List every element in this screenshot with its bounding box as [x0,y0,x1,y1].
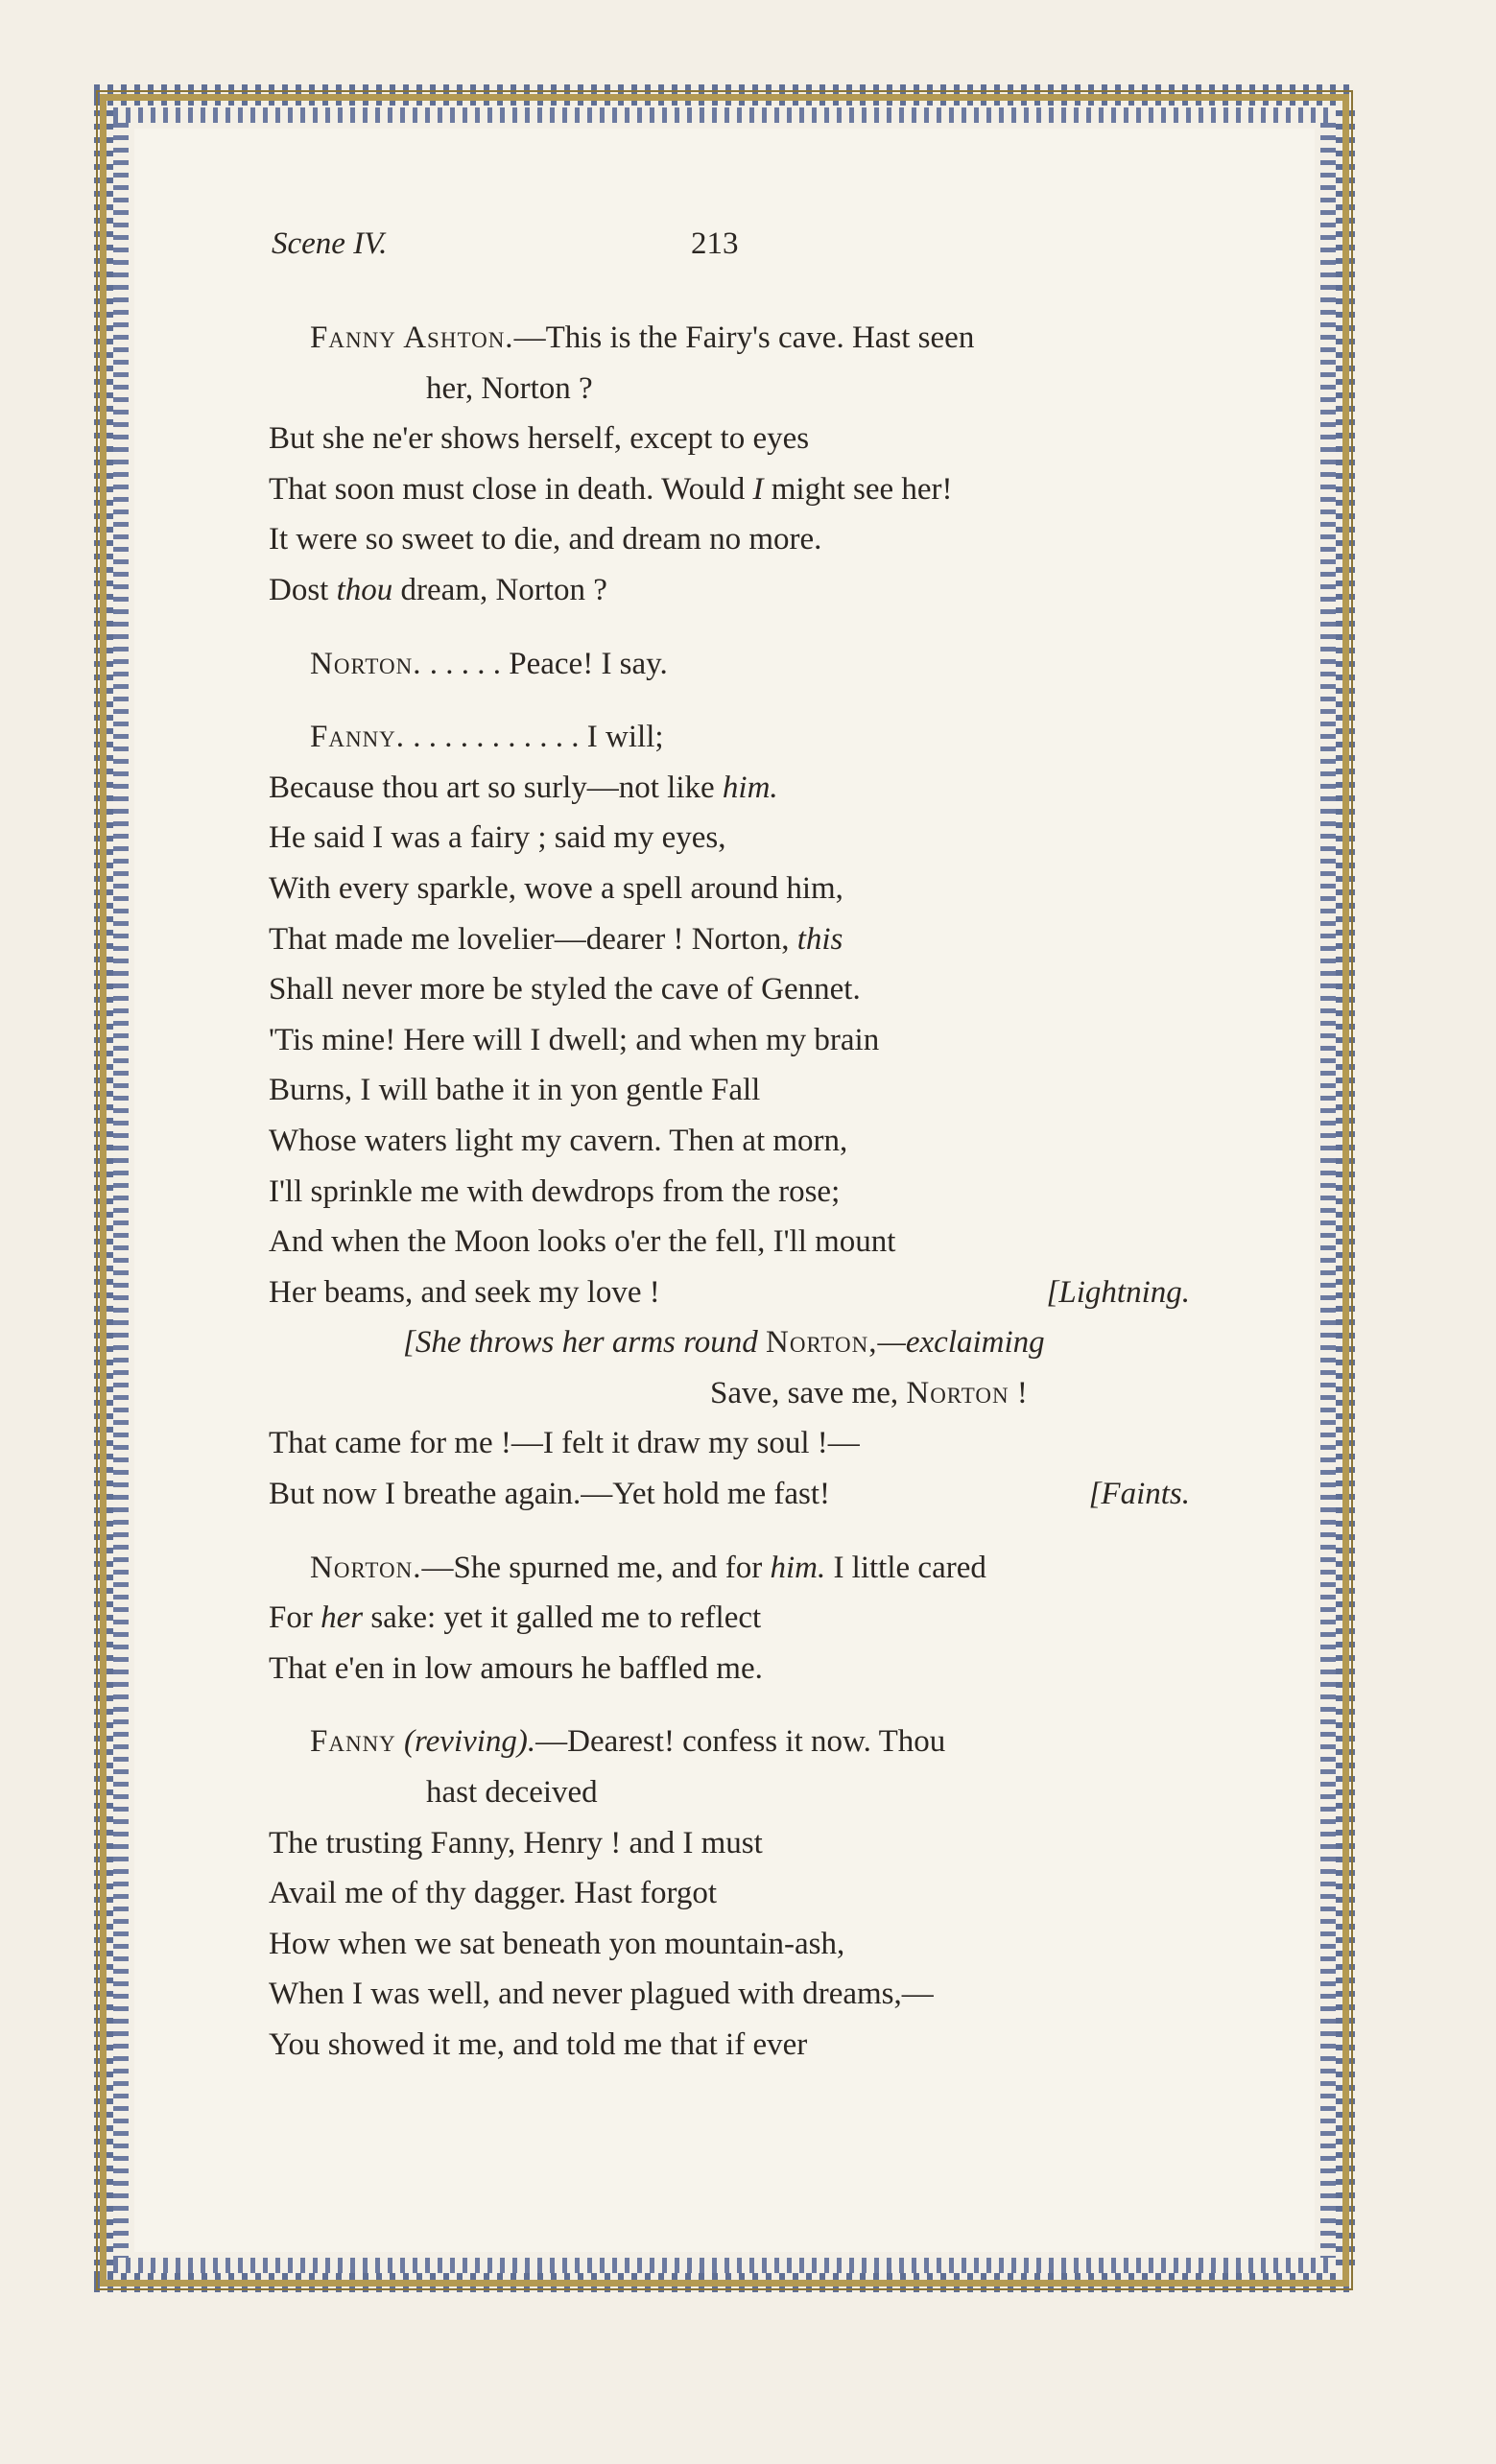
text-line: I'll sprinkle me with dewdrops from the rose; [269,1173,841,1209]
text-line: Burns, I will bathe it in yon gentle Fall [269,1073,761,1108]
text-line: That soon must close in death. Would I might see her! [269,471,953,507]
text-line: When I was well, and never plagued with dreams,— [269,1977,934,2012]
speaker-name: Fanny. [310,720,406,755]
text-line: That came for me !—I felt it draw my soul !— [269,1426,860,1461]
text-line: And when the Moon looks o'er the fell, I'll mount [269,1224,896,1260]
text-line: Avail me of thy dagger. Hast forgot [269,1876,718,1911]
text-line: You showed it me, and told me that if ever [269,2027,808,2062]
text-line: 'Tis mine! Here will I dwell; and when my brain [269,1022,880,1057]
speaker-name: Norton. [310,1550,422,1585]
text-line: Norton. . . . . . Peace! I say. [310,646,668,681]
text-line: Save, save me, Norton ! [710,1375,1028,1410]
speaker-name: Fanny Ashton. [310,320,514,355]
text-line: For her sake: yet it galled me to reflect [269,1600,762,1636]
text-line: That e'en in low amours he baffled me. [269,1650,763,1686]
text-line: That made me lovelier—dearer ! Norton, this [269,921,843,957]
text-line: her, Norton ? [426,370,593,406]
text-line: Whose waters light my cavern. Then at morn, [269,1123,848,1158]
text-line: Fanny (reviving).—Dearest! confess it now. Thou [310,1724,946,1760]
text-line: Her beams, and seek my love ! [Lightning. [269,1268,1190,1318]
stage-direction: [Faints. [1088,1477,1190,1512]
speaker-name: Fanny [310,1724,396,1760]
text-line: Fanny. . . . . . . . . . . . I will; [310,720,664,755]
scene-label: Scene IV. [272,226,388,261]
text-line: He said I was a fairy ; said my eyes, [269,820,726,856]
stage-direction-line: [She throws her arms round Norton,—exclaiming [403,1325,1045,1361]
verse-text [269,313,1190,2071]
text-line: But she ne'er shows herself, except to eyes [269,421,810,457]
running-head [272,226,1208,269]
stage-direction: [Lightning. [1046,1274,1190,1310]
text-line: With every sparkle, wove a spell around him, [269,870,843,906]
text-line: Norton.—She spurned me, and for him. I little cared [310,1550,986,1585]
text-line: Because thou art so surly—not like him. [269,770,778,805]
speaker-name: Norton. [310,646,422,681]
page-number: 213 [691,226,739,261]
text-line: It were so sweet to die, and dream no more. [269,522,822,557]
text-line: Dost thou dream, Norton ? [269,572,607,607]
text-line: How when we sat beneath yon mountain-ash, [269,1926,845,1961]
text-line: But now I breathe again.—Yet hold me fast! [Faints. [269,1469,1190,1520]
text-line: hast deceived [426,1775,598,1811]
text-line: Fanny Ashton.—This is the Fairy's cave. Hast seen [310,320,975,355]
text-line: The trusting Fanny, Henry ! and I must [269,1825,763,1860]
text-line: Shall never more be styled the cave of Gennet. [269,972,861,1007]
